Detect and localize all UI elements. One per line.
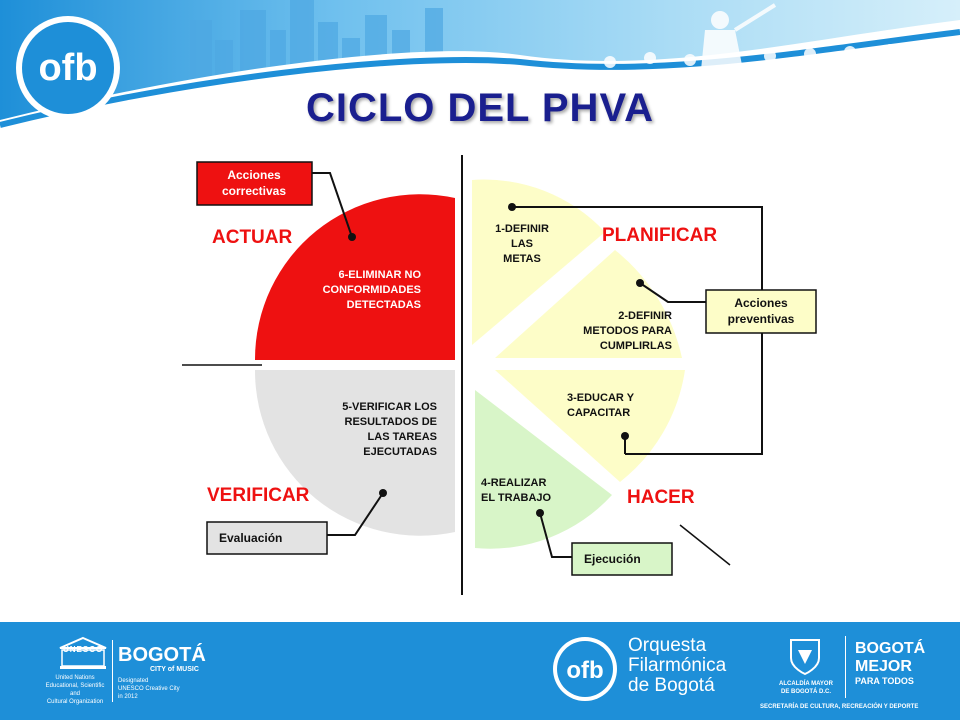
- box-preventivas-line-1: Acciones: [734, 296, 788, 310]
- unesco-caption-1: United Nations: [55, 675, 95, 681]
- designated-line-3: in 2012: [118, 694, 138, 700]
- footer-divider-2: [845, 636, 846, 698]
- slogan-line-2: MEJOR: [855, 658, 912, 675]
- bogota-city-wordmark: BOGOTÁ: [118, 644, 206, 666]
- step-4-line-2: EL TRABAJO: [481, 492, 552, 504]
- step-4-line-1: 4-REALIZAR: [481, 477, 547, 489]
- unesco-word: UNESCO: [63, 645, 104, 654]
- box-correctivas-line-2: correctivas: [221, 184, 287, 198]
- box-ejecucion-text: Ejecución: [584, 552, 641, 566]
- box-correctivas-line-1: Acciones: [227, 168, 281, 182]
- unesco-caption-2: Educational, Scientific and: [45, 683, 105, 697]
- step-5-line-2: RESULTADOS DE: [344, 416, 437, 428]
- secretaria-caption: SECRETARÍA DE CULTURA, RECREACIÓN Y DEPORTE: [760, 704, 919, 710]
- dot-correctivas: [348, 233, 356, 241]
- ofb-footer-logo: [552, 636, 618, 702]
- step-6-line-3: DETECTADAS: [346, 299, 421, 311]
- ofb-logo-text: ofb: [38, 47, 98, 89]
- quadrant-label-hacer: HACER: [627, 487, 695, 508]
- designated-line-2: UNESCO Creative City: [118, 686, 180, 692]
- step-1-line-2: LAS: [511, 238, 533, 250]
- box-evaluacion-text: Evaluación: [219, 531, 283, 545]
- quadrant-label-verificar: VERIFICAR: [207, 485, 310, 506]
- bogota-coat-of-arms-icon: [787, 636, 823, 676]
- step-5-line-1: 5-VERIFICAR LOS: [342, 401, 437, 413]
- diagonal-accent-line: [680, 525, 730, 565]
- quadrant-label-planificar: PLANIFICAR: [602, 225, 718, 246]
- bogota-mejor-slogan: [855, 640, 925, 687]
- footer-divider-1: [112, 640, 113, 702]
- ofb-footer-logo-text: ofb: [566, 657, 604, 684]
- step-2-line-2: METODOS PARA: [583, 325, 672, 337]
- step-3-line-1: 3-EDUCAR Y: [567, 392, 635, 404]
- step-6-line-1: 6-ELIMINAR NO: [338, 269, 421, 281]
- slogan-line-3: PARA TODOS: [855, 676, 914, 686]
- designated-line-1: Designated: [118, 678, 149, 684]
- step-6-line-2: CONFORMIDADES: [322, 284, 421, 296]
- step-2-line-1: 2-DEFINIR: [618, 310, 672, 322]
- dot-ejecucion: [536, 509, 544, 517]
- orchestra-name-line-2: Filarmónica: [628, 655, 727, 676]
- orchestra-name-line-3: de Bogotá: [628, 675, 715, 696]
- dot-preventivas: [636, 279, 644, 287]
- alcaldia-line-2: DE BOGOTÁ D.C.: [780, 689, 831, 695]
- step-1-line-3: METAS: [503, 253, 541, 265]
- dot-evaluacion: [379, 489, 387, 497]
- footer-banner: [0, 622, 960, 720]
- alcaldia-caption: [772, 680, 840, 696]
- unesco-caption-3: Cultural Organization: [46, 699, 104, 705]
- city-of-music-text: CITY of MUSIC: [150, 666, 199, 673]
- box-preventivas-line-2: preventivas: [727, 312, 795, 326]
- quadrant-label-actuar: ACTUAR: [212, 227, 293, 248]
- step-2-line-3: CUMPLIRLAS: [599, 340, 672, 352]
- page-title: CICLO DEL PHVA: [305, 86, 655, 130]
- step-5-line-3: LAS TAREAS: [367, 431, 437, 443]
- orchestra-name: [628, 636, 726, 696]
- connector-dot-1: [508, 203, 516, 211]
- slogan-line-1: BOGOTÁ: [855, 640, 926, 657]
- step-3-line-2: CAPACITAR: [567, 407, 631, 419]
- designated-caption: [118, 677, 180, 701]
- unesco-caption: [40, 674, 110, 706]
- alcaldia-line-1: ALCALDÍA MAYOR: [779, 681, 833, 687]
- step-1-line-1: 1-DEFINIR: [495, 223, 549, 235]
- step-5-line-4: EJECUTADAS: [363, 446, 437, 458]
- orchestra-name-line-1: Orquesta: [628, 635, 707, 656]
